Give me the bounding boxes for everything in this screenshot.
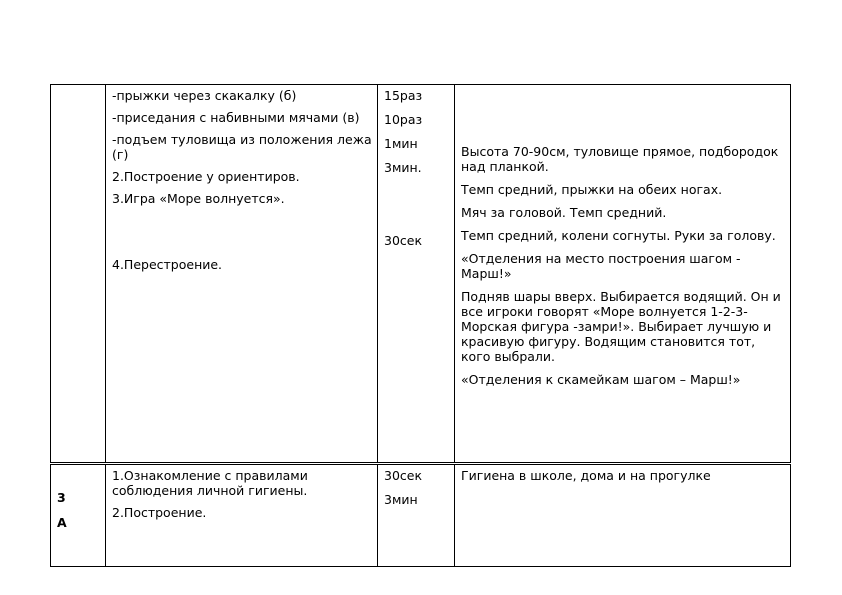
note-item: Гигиена в школе, дома и на прогулке <box>461 468 711 483</box>
table-row <box>51 85 791 464</box>
dosage-item: 1мин <box>384 136 418 151</box>
dosage-item: 15раз <box>384 88 423 103</box>
exercise-item: 1.Ознакомление с правилами соблюдения личной гигиены. <box>112 468 308 498</box>
exercise-item: 4.Перестроение. <box>112 257 223 272</box>
note-item: «Отделения к скамейкам шагом – Марш!» <box>461 372 741 387</box>
part-letter: А <box>57 515 67 530</box>
exercise-item: 3.Игра «Море волнуется». <box>112 191 285 206</box>
dosage-item: 30сек <box>384 233 423 248</box>
table-row <box>51 464 791 567</box>
part-cell <box>51 85 106 464</box>
exercise-item: -подъем туловища из положения лежа (г) <box>112 132 372 162</box>
dosage-item: 3мин. <box>384 160 422 175</box>
part-cell <box>51 464 106 567</box>
dosage-item: 30сек <box>384 468 423 483</box>
notes-cell <box>455 85 791 464</box>
note-item: Высота 70-90см, туловище прямое, подбородок над планкой. <box>461 144 779 174</box>
exercise-item: 2.Построение. <box>112 505 207 520</box>
notes-cell <box>455 464 791 567</box>
dosage-item: 3мин <box>384 492 418 507</box>
exercises-cell <box>106 464 378 567</box>
exercise-item: -приседания с набивными мячами (в) <box>112 110 360 125</box>
exercise-item: -прыжки через скакалку (б) <box>112 88 297 103</box>
dosage-cell <box>378 464 455 567</box>
note-item: Темп средний, колени согнуты. Руки за голову. <box>461 228 776 243</box>
note-item: Подняв шары вверх. Выбирается водящий. Он и все игроки говорят «Море волнуется 1-2-3-Морская фигура -замри!». Выбирает лучшую и красивую фигуру. Водящим становится тот, кого выбрали. <box>461 289 781 364</box>
note-item: «Отделения на место построения шагом - Марш!» <box>461 251 741 281</box>
dosage-cell <box>378 85 455 464</box>
exercises-cell <box>106 85 378 464</box>
part-number: 3 <box>57 490 66 505</box>
dosage-item: 10раз <box>384 112 423 127</box>
exercise-item: 2.Построение у ориентиров. <box>112 169 300 184</box>
note-item: Темп средний, прыжки на обеих ногах. <box>461 182 723 197</box>
note-item: Мяч за головой. Темп средний. <box>461 205 667 220</box>
lesson-plan-table <box>50 84 791 567</box>
